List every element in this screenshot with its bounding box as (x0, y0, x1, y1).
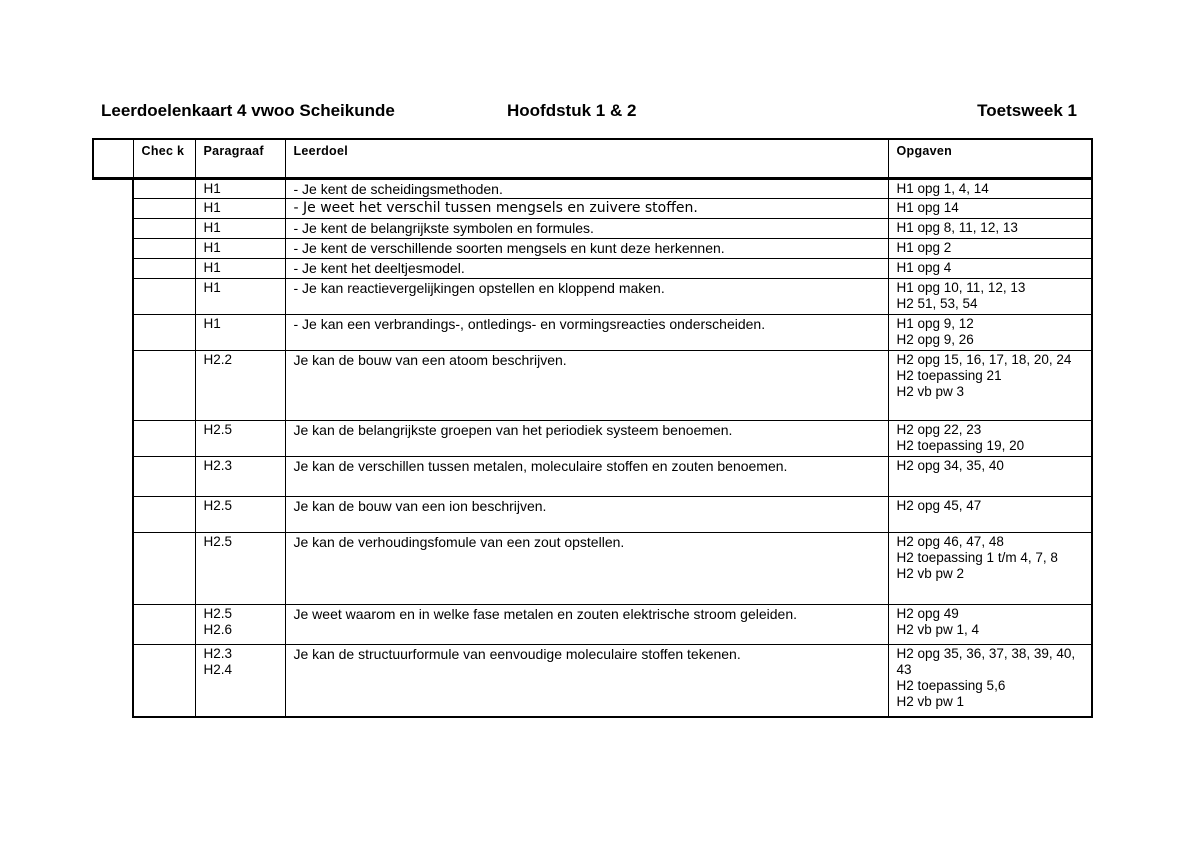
header-blank-cell (93, 139, 133, 179)
table-row (93, 605, 1092, 645)
row-margin-cell (93, 497, 133, 533)
header-paragraaf: Paragraaf (195, 139, 285, 179)
leerdoel-cell: Je weet waarom en in welke fase metalen en zouten elektrische stroom geleiden. (285, 605, 888, 645)
opgaven-text: H2 toepassing 1 t/m 4, 7, 8 (896, 550, 1058, 565)
check-cell[interactable] (133, 199, 195, 219)
opgaven-text: H2 opg 45, 47 (896, 498, 982, 513)
opgaven-cell (888, 497, 1092, 533)
leerdoel-cell: - Je kent het deeltjesmodel. (285, 259, 888, 279)
opgaven-text: H2 vb pw 3 (896, 384, 965, 399)
paragraaf-text: H2.5 (203, 498, 233, 513)
table-row (93, 645, 1092, 717)
opgaven-text: H1 opg 2 (896, 240, 952, 255)
paragraaf-text: H1 (203, 220, 221, 235)
table-row (93, 351, 1092, 421)
opgaven-text: H2 51, 53, 54 (896, 296, 978, 311)
leerdoel-cell: - Je kent de scheidingsmethoden. (285, 179, 888, 199)
paragraaf-cell (195, 497, 285, 533)
opgaven-text: H2 opg 46, 47, 48 (896, 534, 1004, 549)
paragraaf-text: H2.4 (203, 662, 233, 677)
paragraaf-text: H1 (203, 260, 221, 275)
opgaven-cell (888, 533, 1092, 605)
table-row (93, 457, 1092, 497)
opgaven-text: H2 opg 35, 36, 37, 38, 39, 40, 43 (896, 646, 1076, 677)
paragraaf-text: H2.5 (203, 422, 233, 437)
row-margin-cell (93, 351, 133, 421)
paragraaf-text: H2.6 (203, 622, 233, 637)
opgaven-text: H2 vb pw 1, 4 (896, 622, 980, 637)
paragraaf-cell (195, 605, 285, 645)
paragraaf-cell (195, 199, 285, 219)
opgaven-text: H2 opg 15, 16, 17, 18, 20, 24 (896, 352, 1072, 367)
opgaven-text: H1 opg 8, 11, 12, 13 (896, 220, 1018, 235)
leerdoel-cell: - Je kan reactievergelijkingen opstellen en kloppend maken. (285, 279, 888, 315)
check-cell[interactable] (133, 605, 195, 645)
opgaven-text: H2 opg 22, 23 (896, 422, 982, 437)
check-cell[interactable] (133, 351, 195, 421)
table-row (93, 279, 1092, 315)
opgaven-text: H2 opg 34, 35, 40 (896, 458, 1004, 473)
leerdoel-cell: Je kan de structuurformule van eenvoudige moleculaire stoffen tekenen. (285, 645, 888, 717)
leerdoel-cell: - Je kent de belangrijkste symbolen en formules. (285, 219, 888, 239)
check-cell[interactable] (133, 179, 195, 199)
leerdoel-cell: Je kan de verschillen tussen metalen, moleculaire stoffen en zouten benoemen. (285, 457, 888, 497)
paragraaf-text: H1 (203, 316, 221, 331)
document-title: Leerdoelenkaart 4 vwoo Scheikunde (101, 101, 395, 120)
opgaven-cell (888, 421, 1092, 457)
paragraaf-text: H2.5 (203, 534, 233, 549)
table-row (93, 179, 1092, 199)
opgaven-text: H2 vb pw 1 (896, 694, 965, 709)
paragraaf-text: H2.2 (203, 352, 233, 367)
paragraaf-text: H1 (203, 280, 221, 295)
opgaven-text: H2 toepassing 21 (896, 368, 1002, 383)
table-row (93, 259, 1092, 279)
row-margin-cell (93, 219, 133, 239)
check-cell[interactable] (133, 259, 195, 279)
opgaven-cell (888, 239, 1092, 259)
leerdoel-cell: Je kan de bouw van een ion beschrijven. (285, 497, 888, 533)
table-row (93, 219, 1092, 239)
row-margin-cell (93, 259, 133, 279)
opgaven-cell (888, 351, 1092, 421)
header-opgaven: Opgaven (888, 139, 1092, 179)
paragraaf-cell (195, 645, 285, 717)
row-margin-cell (93, 179, 133, 199)
opgaven-text: H1 opg 1, 4, 14 (896, 181, 989, 196)
table-row (93, 497, 1092, 533)
table-row (93, 239, 1092, 259)
table-row (93, 421, 1092, 457)
paragraaf-text: H1 (203, 181, 221, 196)
chapter-label: Hoofdstuk 1 & 2 (507, 101, 637, 120)
opgaven-text: H2 opg 49 (896, 606, 959, 621)
header-leerdoel: Leerdoel (285, 139, 888, 179)
opgaven-cell (888, 259, 1092, 279)
check-cell[interactable] (133, 279, 195, 315)
opgaven-text: H1 opg 14 (896, 200, 959, 215)
opgaven-cell (888, 457, 1092, 497)
paragraaf-text: H2.3 (203, 646, 233, 661)
opgaven-text: H2 toepassing 5,6 (896, 678, 1006, 693)
paragraaf-cell (195, 457, 285, 497)
paragraaf-cell (195, 219, 285, 239)
paragraaf-cell (195, 239, 285, 259)
table-row (93, 199, 1092, 219)
leerdoel-cell: Je kan de belangrijkste groepen van het periodiek systeem benoemen. (285, 421, 888, 457)
paragraaf-text: H1 (203, 240, 221, 255)
leerdoel-cell: - Je kan een verbrandings-, ontledings- en vormingsreacties onderscheiden. (285, 315, 888, 351)
check-cell[interactable] (133, 645, 195, 717)
row-margin-cell (93, 645, 133, 717)
opgaven-text: H2 opg 9, 26 (896, 332, 974, 347)
paragraaf-cell (195, 315, 285, 351)
row-margin-cell (93, 533, 133, 605)
paragraaf-cell (195, 279, 285, 315)
row-margin-cell (93, 457, 133, 497)
paragraaf-cell (195, 259, 285, 279)
paragraaf-cell (195, 179, 285, 199)
check-cell[interactable] (133, 315, 195, 351)
header-check: Chec k (133, 139, 195, 179)
test-week-label: Toetsweek 1 (977, 101, 1077, 120)
check-cell[interactable] (133, 239, 195, 259)
leerdoel-cell: Je kan de bouw van een atoom beschrijven. (285, 351, 888, 421)
opgaven-cell (888, 279, 1092, 315)
opgaven-text: H2 toepassing 19, 20 (896, 438, 1025, 453)
check-cell[interactable] (133, 421, 195, 457)
check-cell[interactable] (133, 219, 195, 239)
opgaven-cell (888, 199, 1092, 219)
row-margin-cell (93, 239, 133, 259)
leerdoel-cell: - Je kent de verschillende soorten mengsels en kunt deze herkennen. (285, 239, 888, 259)
opgaven-cell (888, 315, 1092, 351)
opgaven-text: H1 opg 10, 11, 12, 13 (896, 280, 1026, 295)
opgaven-text: H1 opg 4 (896, 260, 952, 275)
check-cell[interactable] (133, 457, 195, 497)
row-margin-cell (93, 421, 133, 457)
paragraaf-text: H2.5 (203, 606, 233, 621)
paragraaf-text: H1 (203, 200, 221, 215)
table-header-row (93, 139, 1092, 179)
opgaven-cell (888, 645, 1092, 717)
page-header (101, 101, 1077, 125)
paragraaf-cell (195, 533, 285, 605)
table-row (93, 533, 1092, 605)
table-row (93, 315, 1092, 351)
paragraaf-cell (195, 351, 285, 421)
row-margin-cell (93, 605, 133, 645)
opgaven-text: H2 vb pw 2 (896, 566, 965, 581)
check-cell[interactable] (133, 497, 195, 533)
learning-goals-table (92, 138, 1093, 718)
leerdoel-cell: - Je weet het verschil tussen mengsels en zuivere stoffen. (285, 199, 888, 219)
opgaven-text: H1 opg 9, 12 (896, 316, 974, 331)
opgaven-cell (888, 605, 1092, 645)
paragraaf-text: H2.3 (203, 458, 233, 473)
row-margin-cell (93, 199, 133, 219)
row-margin-cell (93, 279, 133, 315)
leerdoel-cell: Je kan de verhoudingsfomule van een zout opstellen. (285, 533, 888, 605)
opgaven-cell (888, 179, 1092, 199)
check-cell[interactable] (133, 533, 195, 605)
row-margin-cell (93, 315, 133, 351)
paragraaf-cell (195, 421, 285, 457)
opgaven-cell (888, 219, 1092, 239)
